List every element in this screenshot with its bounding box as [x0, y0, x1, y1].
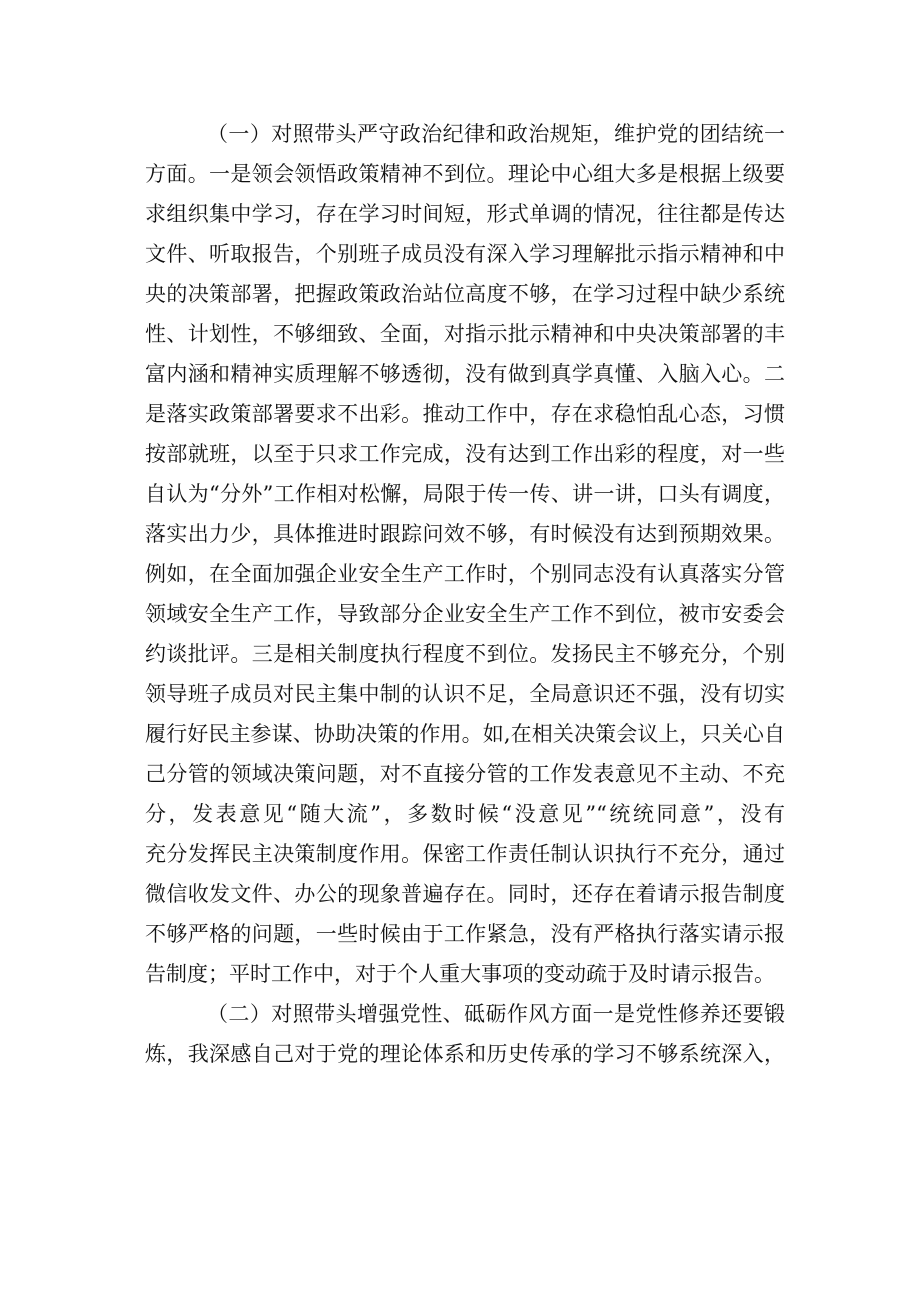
paragraph-1-line-9: 按部就班，以至于只求工作完成，没有达到工作出彩的程度，对一些: [145, 442, 785, 466]
paragraph-1-line-15: 领导班子成员对民主集中制的认识不足，全局意识还不强，没有切实: [145, 682, 785, 706]
paragraph-1-line-16: 履行好民主参谋、协助决策的作用。如,在相关决策会议上，只关心自: [145, 722, 785, 746]
paragraph-1-line-19: 充分发挥民主决策制度作用。保密工作责任制认识执行不充分，通过: [145, 842, 785, 866]
paragraph-1-line-1: （一）对照带头严守政治纪律和政治规矩，维护党的团结统一: [207, 122, 785, 146]
paragraph-1-line-4: 文件、听取报告，个别班子成员没有深入学习理解批示指示精神和中: [145, 242, 785, 266]
paragraph-1-line-11: 落实出力少，具体推进时跟踪问效不够，有时候没有达到预期效果。: [145, 522, 785, 546]
paragraph-1-line-14: 约谈批评。三是相关制度执行程度不到位。发扬民主不够充分，个别: [145, 642, 785, 666]
body-text: [145, 114, 785, 1074]
paragraph-1-line-2: 方面。一是领会领悟政策精神不到位。理论中心组大多是根据上级要: [145, 162, 785, 186]
paragraph-1-line-6: 性、计划性，不够细致、全面，对指示批示精神和中央决策部署的丰: [145, 322, 785, 346]
paragraph-1-line-20: 微信收发文件、办公的现象普遍存在。同时，还存在着请示报告制度: [145, 882, 785, 906]
paragraph-1-line-7: 富内涵和精神实质理解不够透彻，没有做到真学真懂、入脑入心。二: [145, 362, 785, 386]
paragraph-1-line-17: 己分管的领域决策问题，对不直接分管的工作发表意见不主动、不充: [145, 762, 785, 786]
paragraph-2-line-2: 炼，我深感自己对于党的理论体系和历史传承的学习不够系统深入，: [145, 1042, 785, 1066]
paragraph-1-line-10: 自认为“分外”工作相对松懈，局限于传一传、讲一讲，口头有调度，: [145, 482, 785, 506]
paragraph-1-line-18: 分，发表意见“随大流”，多数时候“没意见”“统统同意”，没有: [145, 802, 785, 826]
paragraph-1-line-21: 不够严格的问题，一些时候由于工作紧急，没有严格执行落实请示报: [145, 922, 785, 946]
paragraph-1-line-12: 例如，在全面加强企业安全生产工作时，个别同志没有认真落实分管: [145, 562, 785, 586]
paragraph-1-line-5: 央的决策部署，把握政策政治站位高度不够，在学习过程中缺少系统: [145, 282, 785, 306]
paragraph-2-line-1: （二）对照带头增强党性、砥砺作风方面一是党性修养还要锻: [207, 1002, 785, 1026]
paragraph-1-line-8: 是落实政策部署要求不出彩。推动工作中，存在求稳怕乱心态，习惯: [145, 402, 785, 426]
paragraph-1-line-13: 领域安全生产工作，导致部分企业安全生产工作不到位，被市安委会: [145, 602, 785, 626]
paragraph-1-line-22: 告制度；平时工作中，对于个人重大事项的变动疏于及时请示报告。: [145, 962, 775, 986]
paragraph-1-line-3: 求组织集中学习，存在学习时间短，形式单调的情况，往往都是传达: [145, 202, 785, 226]
